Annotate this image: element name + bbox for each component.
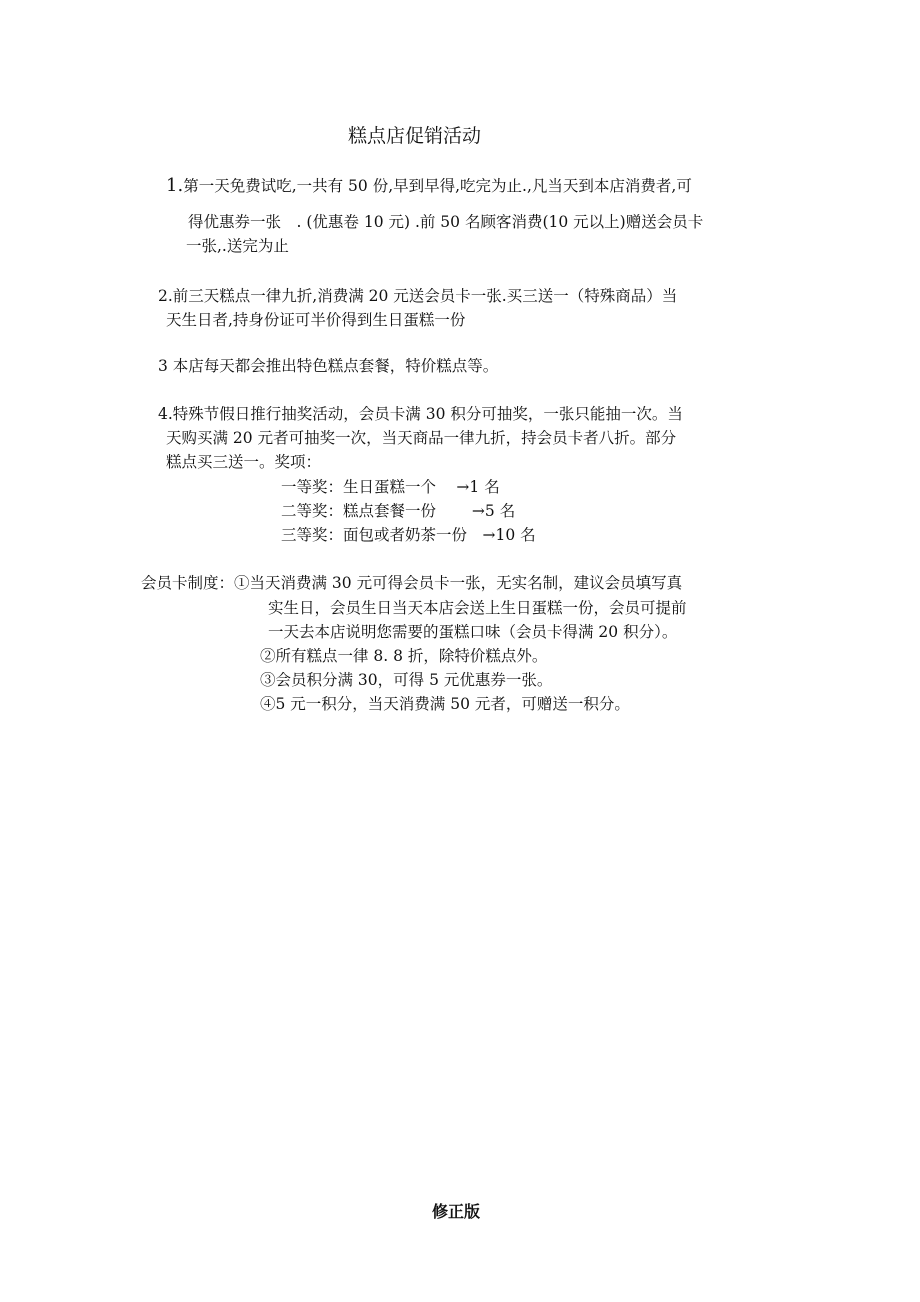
prize-second: 二等奖：糕点套餐一份 →5 名 [281, 502, 516, 520]
membership-line-6: ④5 元一积分，当天消费满 50 元者，可赠送一积分。 [260, 695, 630, 713]
item-1-text-1: 第一天免费试吃,一共有 50 份,早到早得,吃完为止.,凡当天到本店消费者,可 [183, 177, 692, 195]
membership-line-4: ②所有糕点一律 8. 8 折，除特价糕点外。 [260, 647, 548, 665]
membership-line-3: 一天去本店说明您需要的蛋糕口味（会员卡得满 20 积分）。 [268, 623, 678, 641]
footer-label: 修正版 [432, 1202, 481, 1221]
item-4-line-3: 糕点买三送一。奖项： [166, 453, 322, 471]
item-1-line-3: 一张,.送完为止 [186, 237, 289, 255]
membership-line-5: ③会员积分满 30，可得 5 元优惠券一张。 [260, 671, 553, 689]
item-1-line-1 [166, 176, 692, 196]
prize-third: 三等奖：面包或者奶茶一份 →10 名 [281, 526, 536, 544]
prize-first: 一等奖：生日蛋糕一个 →1 名 [281, 478, 500, 496]
item-3-line-1: 3 本店每天都会推出特色糕点套餐，特价糕点等。 [158, 357, 499, 375]
item-1-number: 1. [166, 175, 184, 196]
membership-line-1: 会员卡制度：①当天消费满 30 元可得会员卡一张，无实名制，建议会员填写真 [141, 574, 683, 592]
membership-line-2: 实生日，会员生日当天本店会送上生日蛋糕一份，会员可提前 [268, 599, 687, 617]
item-2-line-2: 天生日者,持身份证可半价得到生日蛋糕一份 [166, 311, 466, 329]
item-1-line-2: 得优惠券一张 . (优惠卷 10 元) .前 50 名顾客消费(10 元以上)赠送会员卡 [188, 213, 704, 231]
item-4-line-2: 天购买满 20 元者可抽奖一次，当天商品一律九折，持会员卡者八折。部分 [166, 429, 677, 447]
item-4-line-1: 4.特殊节假日推行抽奖活动，会员卡满 30 积分可抽奖，一张只能抽一次。当 [158, 405, 683, 423]
item-2-line-1: 2.前三天糕点一律九折,消费满 20 元送会员卡一张.买三送一（特殊商品）当 [158, 287, 678, 305]
page-title: 糕点店促销活动 [348, 125, 482, 147]
